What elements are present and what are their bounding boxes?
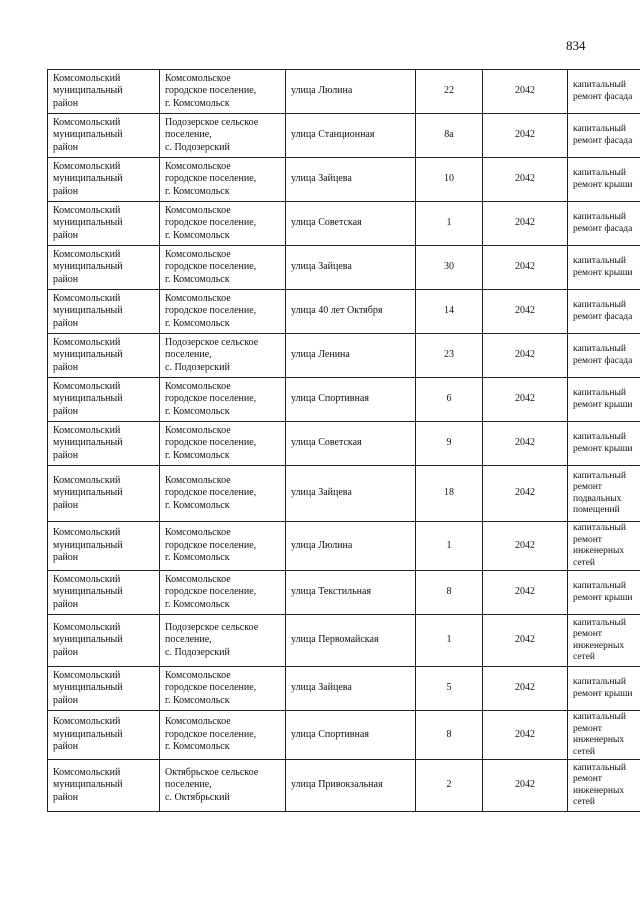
district-cell-line: Комсомольский	[53, 716, 121, 728]
settlement-cell-line: Подозерское сельское	[165, 621, 259, 633]
district-cell	[48, 522, 160, 571]
district-cell-line: муниципальный	[53, 539, 123, 551]
district-cell-line: муниципальный	[53, 261, 123, 273]
street-cell: улица Ленина	[286, 334, 416, 378]
settlement-cell-line: городское поселение,	[165, 217, 257, 229]
work-type-cell-line: ремонт фасада	[573, 355, 633, 366]
settlement-cell	[160, 246, 286, 290]
settlement-cell-line: Комсомольское	[165, 160, 231, 172]
settlement-cell-line: Подозерское сельское	[165, 336, 259, 348]
district-cell	[48, 70, 160, 114]
work-type-cell-line: капитальный	[573, 256, 626, 266]
work-type-cell-line: сетей	[573, 557, 596, 568]
year-cell: 2042	[483, 466, 568, 522]
house-number-cell: 8	[416, 711, 483, 760]
settlement-cell	[160, 711, 286, 760]
settlement-cell-line: г. Комсомольск	[165, 273, 230, 285]
street-cell: улица Спортивная	[286, 711, 416, 760]
work-type-cell	[568, 522, 640, 571]
house-number-cell: 5	[416, 667, 483, 711]
year-cell: 2042	[483, 246, 568, 290]
settlement-cell	[160, 378, 286, 422]
work-type-cell	[568, 158, 640, 202]
settlement-cell-line: г. Комсомольск	[165, 499, 230, 511]
settlement-cell	[160, 422, 286, 466]
work-type-cell-line: ремонт	[573, 723, 602, 734]
work-type-cell-line: ремонт фасада	[573, 91, 633, 102]
settlement-cell-line: Подозерское сельское	[165, 116, 259, 128]
work-type-cell-line: ремонт крыши	[573, 592, 633, 603]
work-type-cell-line: сетей	[573, 652, 596, 662]
house-number-cell: 18	[416, 466, 483, 522]
district-cell	[48, 615, 160, 667]
settlement-cell	[160, 760, 286, 812]
district-cell-line: муниципальный	[53, 349, 123, 361]
house-number-cell: 9	[416, 422, 483, 466]
district-cell	[48, 378, 160, 422]
work-type-cell-line: инженерных	[573, 546, 625, 556]
district-cell-line: Комсомольский	[53, 380, 121, 392]
house-number-cell: 1	[416, 202, 483, 246]
work-type-cell-line: капитальный	[573, 124, 626, 134]
settlement-cell-line: городское поселение,	[165, 85, 257, 97]
district-cell-line: муниципальный	[53, 728, 123, 740]
district-cell-line: район	[53, 791, 79, 803]
work-type-cell-line: помещений	[573, 505, 620, 515]
work-type-cell-line: капитальный	[573, 432, 626, 442]
work-type-cell-line: капитальный	[573, 300, 626, 310]
district-cell-line: Комсомольский	[53, 424, 121, 436]
district-cell-line: муниципальный	[53, 437, 123, 449]
district-cell	[48, 334, 160, 378]
table-row	[48, 522, 640, 571]
district-cell-line: Комсомольский	[53, 766, 121, 778]
table-row	[48, 158, 640, 202]
settlement-cell-line: городское поселение,	[165, 173, 257, 185]
table-row	[48, 70, 640, 114]
table-row	[48, 711, 640, 760]
settlement-cell-line: г. Комсомольск	[165, 97, 230, 109]
house-number-cell: 1	[416, 522, 483, 571]
district-cell-line: Комсомольский	[53, 72, 121, 84]
settlement-cell-line: городское поселение,	[165, 437, 257, 449]
district-cell-line: муниципальный	[53, 217, 123, 229]
settlement-cell-line: Комсомольское	[165, 527, 231, 539]
settlement-cell-line: с. Подозерский	[165, 141, 230, 153]
district-cell-line: район	[53, 97, 79, 109]
work-type-cell-line: инженерных	[573, 785, 625, 796]
district-cell-line: район	[53, 273, 79, 285]
district-cell	[48, 466, 160, 522]
street-cell: улица Советская	[286, 422, 416, 466]
settlement-cell-line: г. Комсомольск	[165, 405, 230, 417]
street-cell: улица Советская	[286, 202, 416, 246]
table-row	[48, 114, 640, 158]
settlement-cell-line: Комсомольское	[165, 573, 231, 585]
house-number-cell: 14	[416, 290, 483, 334]
work-type-cell-line: сетей	[573, 746, 596, 757]
table-row	[48, 290, 640, 334]
house-number-cell: 6	[416, 378, 483, 422]
district-cell-line: Комсомольский	[53, 292, 121, 304]
year-cell: 2042	[483, 522, 568, 571]
table-row	[48, 615, 640, 667]
settlement-cell	[160, 466, 286, 522]
work-type-cell-line: капитальный	[573, 523, 626, 533]
district-cell-line: район	[53, 741, 79, 753]
work-type-cell-line: капитальный	[573, 712, 626, 722]
work-type-cell-line: ремонт фасада	[573, 135, 633, 146]
settlement-cell-line: городское поселение,	[165, 487, 257, 499]
work-type-cell-line: капитальный	[573, 388, 626, 398]
settlement-cell	[160, 522, 286, 571]
settlement-cell-line: Октябрьское сельское	[165, 766, 259, 778]
work-type-cell-line: инженерных	[573, 640, 625, 651]
work-type-cell-line: капитальный	[573, 762, 626, 773]
house-number-cell: 2	[416, 760, 483, 812]
work-type-cell	[568, 667, 640, 711]
year-cell: 2042	[483, 760, 568, 812]
house-number-cell: 10	[416, 158, 483, 202]
work-type-cell-line: инженерных	[573, 735, 625, 745]
work-type-cell-line: ремонт фасада	[573, 223, 633, 234]
street-cell: улица Зайцева	[286, 466, 416, 522]
district-cell-line: муниципальный	[53, 682, 123, 694]
street-cell: улица Привокзальная	[286, 760, 416, 812]
district-cell-line: район	[53, 361, 79, 373]
work-type-cell-line: капитальный	[573, 470, 626, 481]
settlement-cell-line: г. Комсомольск	[165, 552, 230, 564]
table-row	[48, 466, 640, 522]
district-cell-line: район	[53, 598, 79, 610]
work-type-cell-line: ремонт фасада	[573, 311, 633, 322]
year-cell: 2042	[483, 667, 568, 711]
settlement-cell-line: г. Комсомольск	[165, 694, 230, 706]
settlement-cell-line: городское поселение,	[165, 539, 257, 551]
district-cell-line: Комсомольский	[53, 248, 121, 260]
settlement-cell-line: с. Подозерский	[165, 646, 230, 658]
house-number-cell: 8а	[416, 114, 483, 158]
settlement-cell-line: Комсомольское	[165, 474, 231, 486]
year-cell: 2042	[483, 334, 568, 378]
settlement-cell	[160, 290, 286, 334]
work-type-cell	[568, 290, 640, 334]
district-cell	[48, 202, 160, 246]
table-body	[48, 70, 640, 812]
settlement-cell-line: Комсомольское	[165, 72, 231, 84]
district-cell-line: муниципальный	[53, 393, 123, 405]
housing-repair-table	[47, 69, 640, 812]
year-cell: 2042	[483, 158, 568, 202]
work-type-cell-line: подвальных	[573, 493, 622, 504]
settlement-cell-line: городское поселение,	[165, 261, 257, 273]
settlement-cell-line: г. Комсомольск	[165, 598, 230, 610]
district-cell	[48, 667, 160, 711]
district-cell-line: район	[53, 552, 79, 564]
work-type-cell	[568, 760, 640, 812]
street-cell: улица Зайцева	[286, 246, 416, 290]
settlement-cell-line: городское поселение,	[165, 682, 257, 694]
district-cell	[48, 246, 160, 290]
house-number-cell: 30	[416, 246, 483, 290]
district-cell	[48, 158, 160, 202]
work-type-cell	[568, 711, 640, 760]
settlement-cell-line: г. Комсомольск	[165, 317, 230, 329]
district-cell-line: район	[53, 449, 79, 461]
work-type-cell-line: капитальный	[573, 617, 626, 628]
year-cell: 2042	[483, 202, 568, 246]
house-number-cell: 1	[416, 615, 483, 667]
district-cell-line: район	[53, 141, 79, 153]
year-cell: 2042	[483, 422, 568, 466]
settlement-cell-line: Комсомольское	[165, 669, 231, 681]
settlement-cell-line: Комсомольское	[165, 248, 231, 260]
settlement-cell-line: Комсомольское	[165, 716, 231, 728]
settlement-cell	[160, 158, 286, 202]
work-type-cell	[568, 70, 640, 114]
district-cell-line: район	[53, 185, 79, 197]
district-cell-line: Комсомольский	[53, 204, 121, 216]
district-cell	[48, 571, 160, 615]
work-type-cell	[568, 615, 640, 667]
work-type-cell-line: капитальный	[573, 581, 626, 591]
page-number: 834	[566, 38, 586, 53]
district-cell-line: Комсомольский	[53, 621, 121, 633]
settlement-cell-line: г. Комсомольск	[165, 449, 230, 461]
work-type-cell	[568, 334, 640, 378]
work-type-cell-line: ремонт крыши	[573, 179, 633, 190]
work-type-cell-line: ремонт крыши	[573, 399, 633, 410]
district-cell-line: район	[53, 499, 79, 511]
district-cell-line: район	[53, 694, 79, 706]
settlement-cell	[160, 615, 286, 667]
work-type-cell	[568, 202, 640, 246]
table-row	[48, 422, 640, 466]
settlement-cell-line: городское поселение,	[165, 393, 257, 405]
district-cell-line: Комсомольский	[53, 336, 121, 348]
district-cell-line: Комсомольский	[53, 116, 121, 128]
street-cell: улица Первомайская	[286, 615, 416, 667]
work-type-cell	[568, 466, 640, 522]
table-row	[48, 334, 640, 378]
year-cell: 2042	[483, 70, 568, 114]
district-cell	[48, 760, 160, 812]
year-cell: 2042	[483, 571, 568, 615]
district-cell	[48, 422, 160, 466]
settlement-cell	[160, 114, 286, 158]
settlement-cell-line: с. Подозерский	[165, 361, 230, 373]
street-cell: улица Люлина	[286, 70, 416, 114]
work-type-cell-line: капитальный	[573, 80, 626, 90]
settlement-cell	[160, 571, 286, 615]
settlement-cell	[160, 667, 286, 711]
district-cell-line: Комсомольский	[53, 669, 121, 681]
year-cell: 2042	[483, 290, 568, 334]
district-cell-line: район	[53, 229, 79, 241]
settlement-cell-line: городское поселение,	[165, 586, 257, 598]
street-cell: улица Зайцева	[286, 667, 416, 711]
settlement-cell	[160, 70, 286, 114]
work-type-cell	[568, 114, 640, 158]
district-cell-line: муниципальный	[53, 173, 123, 185]
settlement-cell-line: поселение,	[165, 634, 212, 646]
street-cell: улица Текстильная	[286, 571, 416, 615]
table-row	[48, 571, 640, 615]
work-type-cell-line: капитальный	[573, 344, 626, 354]
work-type-cell-line: капитальный	[573, 212, 626, 222]
district-cell-line: район	[53, 405, 79, 417]
district-cell	[48, 114, 160, 158]
street-cell: улица Станционная	[286, 114, 416, 158]
district-cell-line: муниципальный	[53, 85, 123, 97]
settlement-cell	[160, 202, 286, 246]
district-cell-line: Комсомольский	[53, 160, 121, 172]
settlement-cell	[160, 334, 286, 378]
district-cell-line: муниципальный	[53, 305, 123, 317]
settlement-cell-line: Комсомольское	[165, 424, 231, 436]
district-cell-line: муниципальный	[53, 634, 123, 646]
settlement-cell-line: поселение,	[165, 779, 212, 791]
table-row	[48, 667, 640, 711]
house-number-cell: 22	[416, 70, 483, 114]
district-cell-line: район	[53, 646, 79, 658]
house-number-cell: 8	[416, 571, 483, 615]
district-cell-line: муниципальный	[53, 586, 123, 598]
work-type-cell-line: ремонт	[573, 534, 602, 545]
street-cell: улица 40 лет Октября	[286, 290, 416, 334]
settlement-cell-line: г. Комсомольск	[165, 741, 230, 753]
district-cell	[48, 711, 160, 760]
table-row	[48, 760, 640, 812]
work-type-cell-line: ремонт	[573, 774, 602, 784]
settlement-cell-line: Комсомольское	[165, 204, 231, 216]
year-cell: 2042	[483, 711, 568, 760]
work-type-cell-line: ремонт крыши	[573, 267, 633, 278]
work-type-cell-line: ремонт	[573, 482, 602, 492]
settlement-cell-line: Комсомольское	[165, 380, 231, 392]
work-type-cell	[568, 571, 640, 615]
district-cell-line: муниципальный	[53, 779, 123, 791]
year-cell: 2042	[483, 615, 568, 667]
settlement-cell-line: городское поселение,	[165, 305, 257, 317]
street-cell: улица Зайцева	[286, 158, 416, 202]
work-type-cell-line: ремонт крыши	[573, 443, 633, 454]
settlement-cell-line: поселение,	[165, 349, 212, 361]
district-cell-line: Комсомольский	[53, 474, 121, 486]
district-cell	[48, 290, 160, 334]
settlement-cell-line: Комсомольское	[165, 292, 231, 304]
work-type-cell-line: капитальный	[573, 677, 626, 687]
street-cell: улица Люлина	[286, 522, 416, 571]
work-type-cell	[568, 246, 640, 290]
table-row	[48, 246, 640, 290]
work-type-cell	[568, 378, 640, 422]
district-cell-line: муниципальный	[53, 487, 123, 499]
table-row	[48, 378, 640, 422]
house-number-cell: 23	[416, 334, 483, 378]
work-type-cell	[568, 422, 640, 466]
district-cell-line: Комсомольский	[53, 527, 121, 539]
work-type-cell-line: ремонт	[573, 629, 602, 639]
settlement-cell-line: г. Комсомольск	[165, 229, 230, 241]
year-cell: 2042	[483, 114, 568, 158]
settlement-cell-line: с. Октябрьский	[165, 791, 230, 803]
district-cell-line: Комсомольский	[53, 573, 121, 585]
work-type-cell-line: ремонт крыши	[573, 688, 633, 699]
settlement-cell-line: городское поселение,	[165, 728, 257, 740]
street-cell: улица Спортивная	[286, 378, 416, 422]
work-type-cell-line: капитальный	[573, 168, 626, 178]
district-cell-line: муниципальный	[53, 129, 123, 141]
settlement-cell-line: г. Комсомольск	[165, 185, 230, 197]
work-type-cell-line: сетей	[573, 797, 596, 807]
district-cell-line: район	[53, 317, 79, 329]
table-row	[48, 202, 640, 246]
year-cell: 2042	[483, 378, 568, 422]
settlement-cell-line: поселение,	[165, 129, 212, 141]
